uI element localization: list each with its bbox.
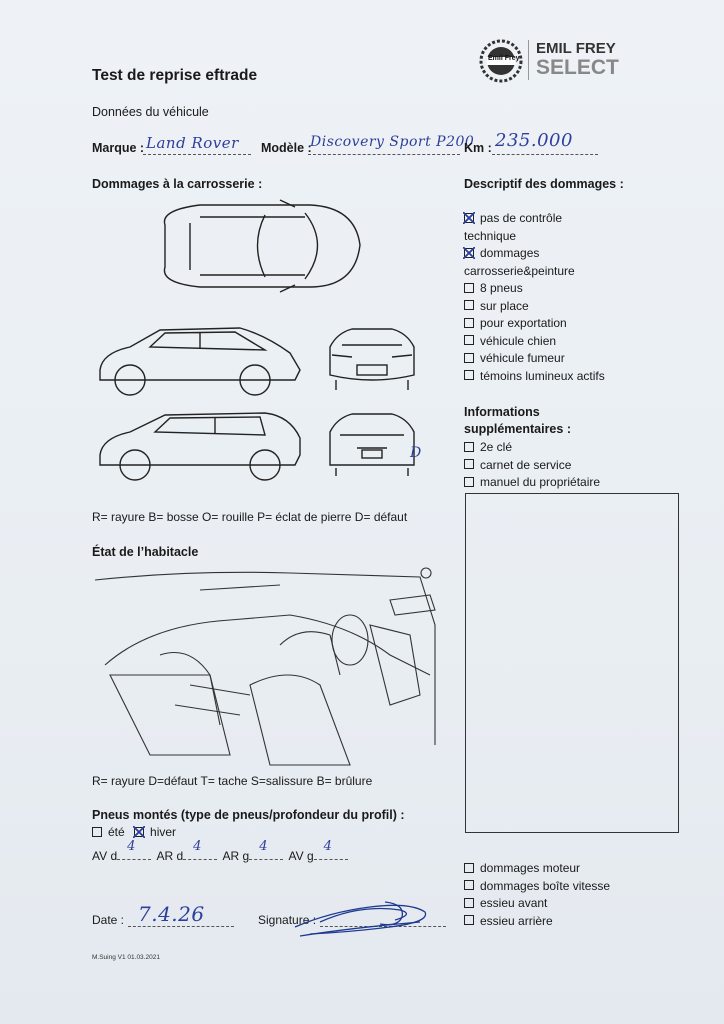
brand-line1: EMIL FREY xyxy=(536,40,616,57)
date-label: Date : xyxy=(92,913,125,927)
mech-list xyxy=(464,860,664,930)
damage-item[interactable]: véhicule fumeur xyxy=(464,350,614,368)
damage-item[interactable]: pour exportation xyxy=(464,315,614,333)
hiver-label: hiver xyxy=(150,825,177,839)
car-diagrams[interactable] xyxy=(90,195,440,495)
damage-item[interactable]: 8 pneus xyxy=(464,280,614,298)
extra-list xyxy=(464,439,664,492)
marque-label: Marque : xyxy=(92,141,145,155)
extra-item[interactable]: carnet de service xyxy=(464,457,664,475)
checkbox[interactable] xyxy=(464,283,474,293)
tires-heading: Pneus montés (type de pneus/profondeur du profil) : xyxy=(92,808,405,822)
bodywork-heading: Dommages à la carrosserie : xyxy=(92,177,263,191)
checkbox[interactable] xyxy=(464,898,474,908)
car-side-view-left xyxy=(100,328,300,395)
checkbox[interactable] xyxy=(464,370,474,380)
ete-checkbox[interactable] xyxy=(92,827,102,837)
brand-logo xyxy=(478,38,628,84)
checkbox[interactable] xyxy=(464,477,474,487)
interior-legend: R= rayure D=défaut T= tache S=salissure B= brûlure xyxy=(92,774,373,788)
av-g-field[interactable]: 4 xyxy=(323,839,333,854)
modele-label: Modèle : xyxy=(261,141,312,155)
km-field[interactable]: 235.000 xyxy=(495,130,573,151)
damage-item[interactable]: véhicule chien xyxy=(464,333,614,351)
ete-label: été xyxy=(108,825,125,839)
ar-g-field[interactable]: 4 xyxy=(259,839,268,854)
tire-type-row xyxy=(92,825,176,839)
damage-item[interactable]: témoins lumineux actifs xyxy=(464,368,614,386)
mech-item[interactable]: essieu arrière xyxy=(464,913,664,931)
av-d-field[interactable]: 4 xyxy=(127,839,136,854)
damage-desc-list xyxy=(464,210,614,385)
checkbox[interactable] xyxy=(464,459,474,469)
brand-line2: SELECT xyxy=(536,56,619,79)
damage-desc-heading: Descriptif des dommages : xyxy=(464,177,624,191)
ar-d-field[interactable]: 4 xyxy=(193,839,202,854)
mech-item[interactable]: dommages moteur xyxy=(464,860,664,878)
marque-field[interactable]: Land Rover xyxy=(146,134,239,152)
damage-item[interactable]: dommages carrosserie&peinture xyxy=(464,246,575,278)
interior-heading: État de l’habitacle xyxy=(92,545,199,559)
emblem-text: Emil Frey xyxy=(488,55,520,62)
checkbox[interactable] xyxy=(464,300,474,310)
checkbox[interactable] xyxy=(464,863,474,873)
signature-drawing[interactable] xyxy=(290,892,440,942)
km-label: Km : xyxy=(464,141,492,155)
notes-box[interactable] xyxy=(465,493,679,833)
interior-diagram[interactable] xyxy=(90,565,440,770)
version-text: M.Suing V1 01.03.2021 xyxy=(92,954,160,961)
checkbox[interactable] xyxy=(464,880,474,890)
checkbox[interactable] xyxy=(464,353,474,363)
checkbox[interactable] xyxy=(464,318,474,328)
hiver-checkbox[interactable] xyxy=(134,827,144,837)
checkbox[interactable] xyxy=(464,335,474,345)
car-front-view xyxy=(330,329,414,390)
signature-label: Signature : xyxy=(258,913,317,927)
damage-item[interactable]: pas de contrôle technique xyxy=(464,211,563,243)
extra-item[interactable]: manuel du propriétaire xyxy=(464,474,664,492)
date-field[interactable]: 7.4.26 xyxy=(138,902,205,926)
extra-item[interactable]: 2e clé xyxy=(464,439,664,457)
checkbox[interactable] xyxy=(464,213,474,223)
tire-depth-row: AV d 4 AR d 4 AR g 4 AV g 4 xyxy=(92,845,348,863)
rear-damage-mark: D xyxy=(410,445,422,461)
checkbox[interactable] xyxy=(464,915,474,925)
car-top-view xyxy=(164,200,360,292)
mech-item[interactable]: dommages boîte vitesse xyxy=(464,878,664,896)
car-rear-view xyxy=(330,414,414,476)
modele-field[interactable]: Discovery Sport P200 xyxy=(310,134,475,150)
page-title: Test de reprise eftrade xyxy=(92,67,258,84)
mech-item[interactable]: essieu avant xyxy=(464,895,664,913)
car-side-view-right xyxy=(100,413,300,480)
damage-item[interactable]: sur place xyxy=(464,298,614,316)
checkbox[interactable] xyxy=(464,248,474,258)
checkbox[interactable] xyxy=(464,442,474,452)
extra-heading: Informations supplémentaires : xyxy=(464,405,571,436)
bodywork-legend: R= rayure B= bosse O= rouille P= éclat de pierre D= défaut xyxy=(92,510,408,524)
vehicle-section-title: Données du véhicule xyxy=(92,105,209,119)
